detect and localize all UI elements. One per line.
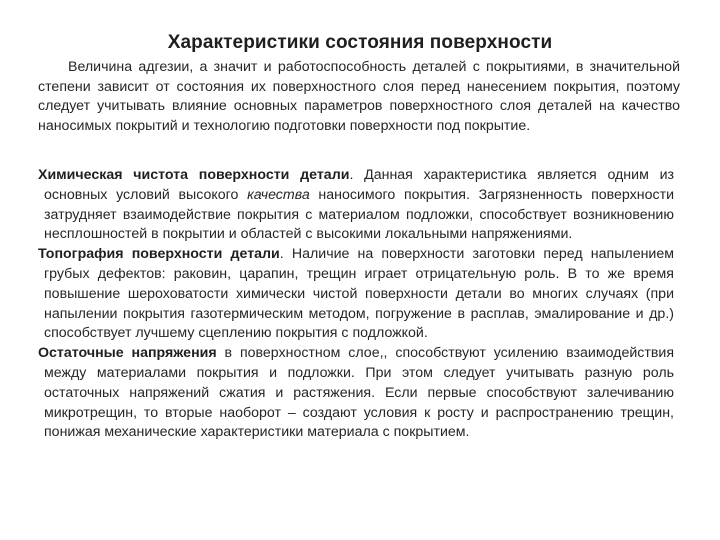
item-chemical-purity	[38, 166, 674, 245]
slide-title: Характеристики состояния поверхности	[167, 32, 553, 53]
characteristics-list	[38, 166, 674, 443]
item-chemical-purity-heading: Химическая чистота поверхности детали	[38, 167, 350, 183]
item-chemical-purity-emphasis: качества	[247, 186, 310, 203]
item-topography-heading: Топография поверхности детали	[38, 246, 280, 263]
item-chemical-purity-text-b: наносимого покрытия. Загрязненность поверхности затрудняет взаимодействие покрытия с материалом подложки, способствует возникновению несплошностей в покрытии и областей с высокими локальными напряжениями.	[44, 186, 674, 243]
item-topography-text: . Наличие на поверхности заготовки перед напылением грубых дефектов: раковин, царапин, трещин играет отрицательную роль. В то же время повышение шероховатости химически чистой поверхности детали во многих случаях (при напылении покрытия газотермическим методом, погружение в расплав, эмалирование и др.) способствует лучшему сцеплению покрытия с подложкой.	[44, 246, 674, 342]
item-residual-stress-heading: Остаточные напряжения	[38, 345, 217, 362]
item-topography	[38, 245, 674, 344]
intro-paragraph: Величина адгезии, а значит и работоспособность деталей с покрытиями, в значительной степени зависит от состояния их поверхностного слоя перед нанесением покрытия, поэтому следует учитывать влияние основных параметров поверхностного слоя деталей на качество наносимых покрытий и технологию подготовки поверхности под покрытие.	[38, 59, 680, 134]
item-residual-stress	[38, 344, 674, 443]
item-chemical-purity-text-a: . Данная характеристика является одним из основных условий высокого	[44, 167, 674, 203]
item-residual-stress-text: в поверхностном слое,, способствуют усилению взаимодействия между материалами покрытия и подложки. При этом следует учитывать разную роль остаточных напряжений сжатия и растяжения. Если первые способствуют залечиванию микротрещин, то вторые наоборот – создают условия к росту и распространению трещин, понижая механические характеристики материала с покрытием.	[44, 345, 674, 441]
